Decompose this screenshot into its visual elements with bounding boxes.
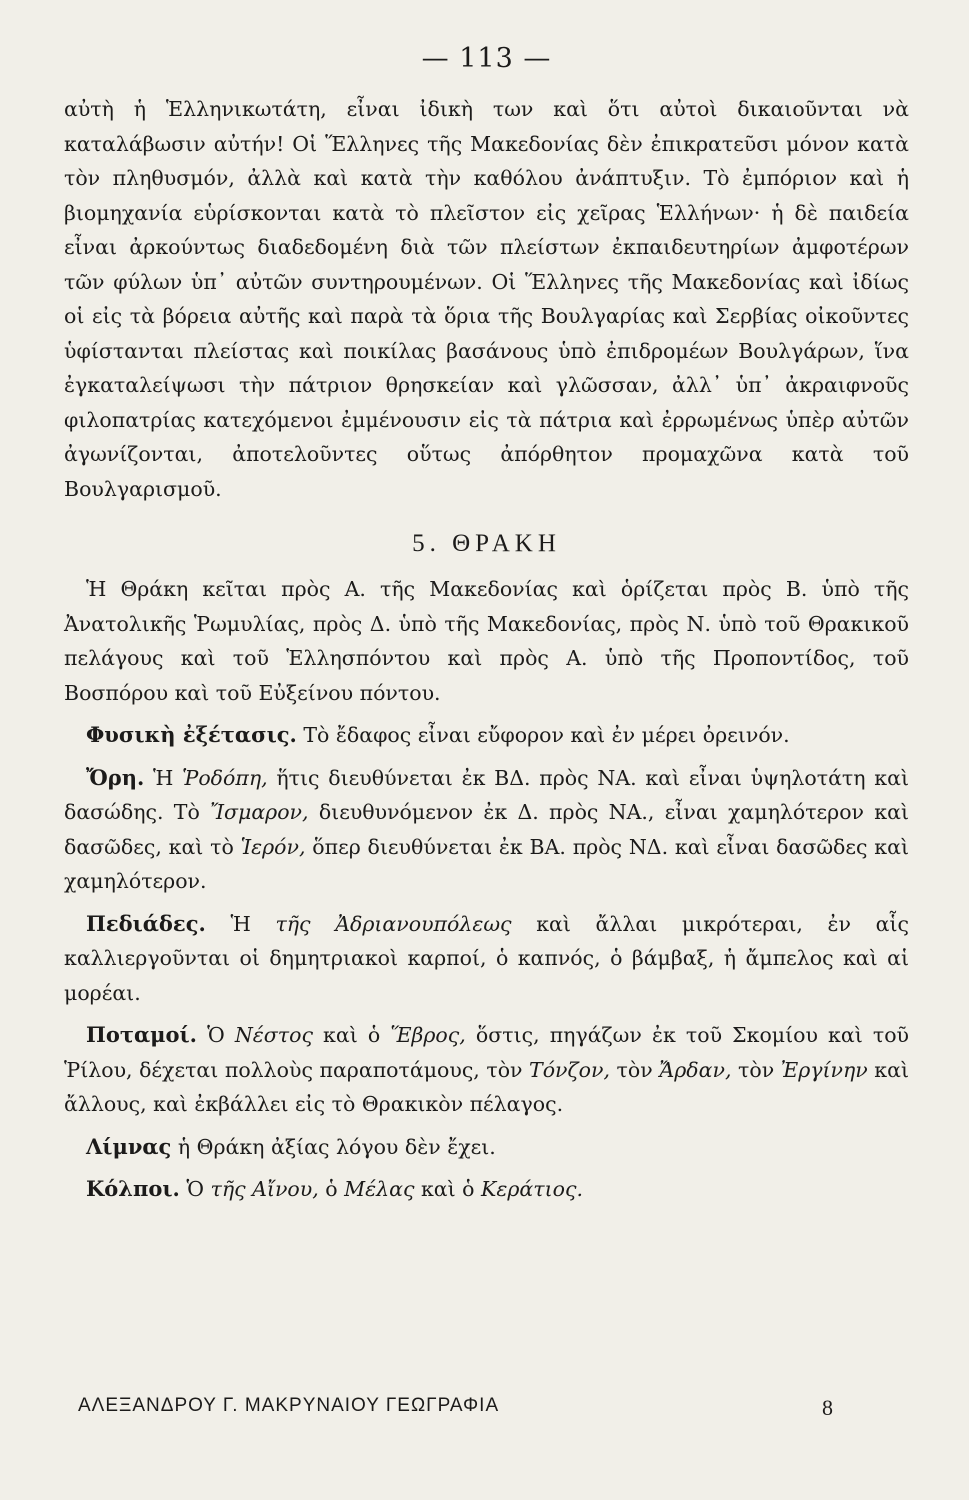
text-run: Ὁ (196, 1023, 235, 1047)
river-name: Ἕβρος, (390, 1023, 466, 1047)
river-name: Ἄρδαν, (659, 1057, 732, 1082)
mountain-name: Ἱερόν, (240, 834, 306, 859)
plains-paragraph (64, 907, 909, 1011)
river-name: Νέστος (234, 1023, 313, 1047)
rivers-paragraph (64, 1018, 909, 1122)
gulf-name: Μέλας (344, 1177, 415, 1201)
section-title: 5. ΘΡΑΚΗ (412, 530, 561, 557)
text-run: ὅστις, πηγάζων ἐκ τοῦ Σκομίου καὶ τοῦ Ῥίλου, δέχεται πολλοὺς παραποτάμους, τὸν (64, 1023, 910, 1082)
mountains-heading: Ὄρη. (86, 764, 145, 790)
gulf-name: Κεράτιος. (481, 1177, 583, 1201)
gulfs-paragraph (64, 1172, 909, 1207)
gulf-name: τῆς Αἴνου, (210, 1177, 319, 1201)
mountains-paragraph (64, 761, 909, 899)
gulfs-heading: Κόλποι. (86, 1176, 180, 1201)
text-run: ὁ (318, 1177, 345, 1201)
text-run: Ὁ (179, 1177, 211, 1201)
plains-heading: Πεδιάδες. (86, 910, 206, 936)
text-run: καὶ ἄλλαι μικρότεραι, ἐν αἷς καλλιεργοῦνται οἱ δημητριακοὶ καρποί, ὁ καπνός, ὁ βάμβαξ, ἡ ἄμπελος καὶ αἱ μορέαι. (64, 911, 909, 1005)
footer-text: ΑΛΕΞΑΝΔΡΟΥ Γ. ΜΑΚΡΥΝΑΙΟΥ ΓΕΩΓΡΑΦΙΑ (78, 1395, 500, 1416)
intro-paragraph: αὐτὴ ἡ Ἑλληνικωτάτη, εἶναι ἰδικὴ των καὶ ὅτι αὐτοὶ δικαιοῦνται νὰ καταλάβωσιν αὐτήν! Οἱ Ἕλληνες τῆς Μακεδονίας δὲν ἐπικρατεῦσι μόνον κατὰ τὸν πληθυσμόν, ἀλλὰ καὶ κατὰ τὴν καθόλου ἀνάπτυξιν. Τὸ ἐμπόριον καὶ ἡ βιομηχανία εὑρίσκονται κατὰ τὸ πλεῖστον εἰς χεῖρας Ἑλλήνων· ἡ δὲ παιδεία εἶναι ἀρκούντως διαδεδομένη διὰ τῶν πλείστων ἐκπαιδευτηρίων ἀμφοτέρων τῶν φύλων ὑπ᾽ αὐτῶν συντηρουμένων. Οἱ Ἕλληνες τῆς Μακεδονίας καὶ ἰδίως οἱ εἰς τὰ βόρεια αὐτῆς καὶ παρὰ τὰ ὅρια τῆς Βουλγαρίας καὶ Σερβίας οἰκοῦντες ὑφίστανται πλείστας καὶ ποικίλας βασάνους ὑπὸ ἐπιδρομέων Βουλγάρων, ἵνα ἐγκαταλείψωσι τὴν πάτριον θρησκείαν καὶ γλῶσσαν, ἀλλ᾽ ὑπ᾽ ἀκραιφνοῦς φιλοπατρίας κατεχόμενοι ἐμμένουσιν εἰς τὰ πάτρια καὶ ἐρρωμένως ὑπὲρ αὐτῶν ἀγωνίζονται, ἀποτελοῦντες οὕτως ἀπόρθητον προμαχῶνα κατὰ τοῦ Βουλγαρισμοῦ. (64, 97, 909, 501)
mountain-name: Ῥοδόπη, (182, 765, 268, 790)
page-number: — 113 — (421, 43, 552, 74)
physical-paragraph (64, 718, 909, 753)
text-run: διευθυνόμενον ἐκ Δ. πρὸς ΝΑ., εἶναι χαμηλότερον καὶ δασῶδες, καὶ τὸ (64, 800, 909, 859)
lakes-heading: Λίμνας (86, 1133, 172, 1159)
text-run: Ἡ (144, 765, 183, 790)
text-run: ἥτις διευθύνεται ἐκ ΒΔ. πρὸς ΝΑ. καὶ εἶναι ὑψηλοτάτη καὶ δασώδης. Τὸ (64, 765, 909, 824)
mountain-name: Ἴσμαρον, (210, 800, 309, 824)
page-footer (78, 1395, 834, 1421)
plain-name: τῆς Ἀδριανουπόλεως (275, 911, 512, 936)
river-name: Ἐργίνην (780, 1057, 868, 1082)
river-name: Τόνζον, (529, 1057, 610, 1082)
rivers-heading: Ποταμοί. (86, 1022, 197, 1047)
text-run: ὅπερ διευθύνεται ἐκ ΒΑ. πρὸς ΝΔ. καὶ εἶναι δασῶδες καὶ χαμηλότερον. (64, 834, 909, 893)
section-intro-paragraph: Ἡ Θράκη κεῖται πρὸς Α. τῆς Μακεδονίας καὶ ὁρίζεται πρὸς Β. ὑπὸ τῆς Ἀνατολικῆς Ῥωμυλίας, πρὸς Δ. ὑπὸ τῆς Μακεδονίας, πρὸς Ν. ὑπὸ τοῦ Θρακικοῦ πελάγους καὶ τοῦ Ἑλλησπόντου καὶ πρὸς Α. ὑπὸ τῆς Προποντίδος, τοῦ Βοσπόρου καὶ τοῦ Εὐξείνου πόντου. (64, 577, 909, 705)
physical-heading: Φυσικὴ ἐξέτασις. (86, 722, 297, 747)
lakes-paragraph (64, 1130, 909, 1165)
physical-text: Τὸ ἔδαφος εἶναι εὔφορον καὶ ἐν μέρει ὀρεινόν. (296, 723, 790, 747)
text-run: τὸν (609, 1057, 660, 1082)
lakes-text: ἡ Θράκη ἀξίας λόγου δὲν ἔχει. (171, 1134, 496, 1159)
text-run: καὶ ὁ (312, 1023, 391, 1047)
text-run: Ἡ (205, 911, 276, 936)
text-run: τὸν (731, 1057, 781, 1082)
signature-mark: 8 (822, 1395, 834, 1420)
text-run: καὶ ἄλλους, καὶ ἐκβάλλει εἰς τὸ Θρακικὸν πέλαγος. (64, 1057, 909, 1116)
text-run: καὶ ὁ (414, 1177, 482, 1201)
